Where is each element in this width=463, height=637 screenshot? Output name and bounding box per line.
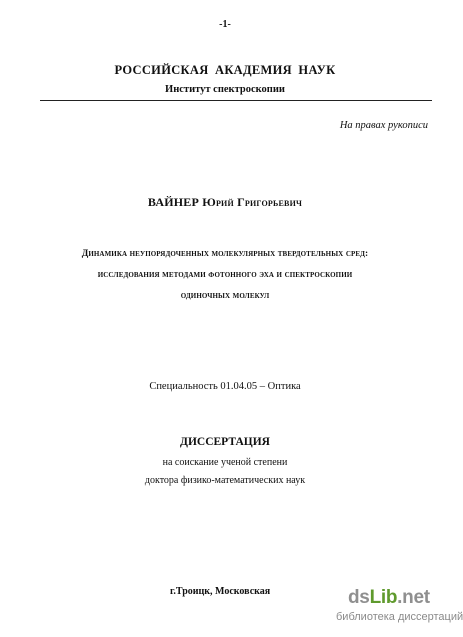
logo-prefix: ds [348, 587, 370, 608]
city-line: г.Троицк, Московская [170, 586, 271, 597]
author-name [0, 195, 450, 210]
thesis-title-line-3 [0, 291, 450, 301]
thesis-title-line-1 [0, 249, 450, 259]
page-number: -1- [219, 19, 231, 30]
manuscript-note: На правах рукописи [339, 120, 428, 131]
thesis-title-text-2: исследования методами фотонного эха и спектроскопии [97, 270, 353, 280]
header-divider [40, 100, 432, 101]
dslib-subtitle: библиотека диссертаций [336, 611, 463, 623]
thesis-title-line-2 [0, 270, 450, 280]
thesis-title-text-3: одиночных молекул [180, 291, 270, 301]
specialty-line: Специальность 01.04.05 – Оптика [149, 381, 301, 392]
dslib-watermark[interactable] [336, 586, 463, 630]
degree-line-2: доктора физико-математических наук [144, 475, 306, 486]
academy-heading: РОССИЙСКАЯ АКАДЕМИЯ НАУК [114, 63, 336, 77]
institute-name: Институт спектроскопии [165, 84, 285, 95]
logo-suffix: .net [397, 587, 430, 608]
dslib-logo [348, 586, 446, 610]
author-given-names: Юрий Григорьевич [202, 195, 303, 209]
degree-line-1: на соискание ученой степени [162, 457, 288, 468]
dissertation-heading: ДИССЕРТАЦИЯ [180, 436, 270, 448]
logo-main: Lib [369, 587, 398, 608]
author-surname: ВАЙНЕР [147, 195, 200, 209]
thesis-title-text-1: Динамика неупорядоченных молекулярных твердотельных сред: [81, 249, 369, 259]
